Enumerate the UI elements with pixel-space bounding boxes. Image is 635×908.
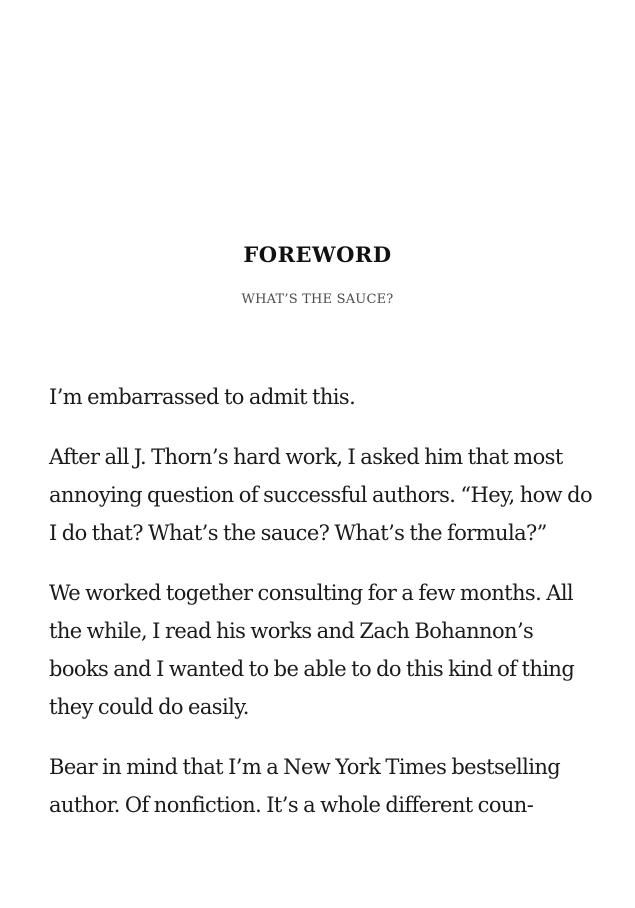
chapter-title: FOREWORD xyxy=(243,242,392,267)
paragraph: After all J. Thorn’s hard work, I asked him that most annoying question of successful authors. “Hey, how do I do that? What’s the sauce? What’s the formula?” xyxy=(49,445,593,545)
paragraph: Bear in mind that I’m a New York Times bestselling author. Of nonfiction. It’s a whole different coun- xyxy=(49,755,561,817)
paragraph: We worked together consulting for a few months. All the while, I read his works and Zach Bohannon’s books and I wanted to be able to do this kind of thing they could do easily. xyxy=(49,581,575,719)
paragraph: I’m embarrassed to admit this. xyxy=(49,385,356,409)
chapter-body xyxy=(49,378,594,846)
chapter-subtitle: WHAT’S THE SAUCE? xyxy=(241,292,394,307)
